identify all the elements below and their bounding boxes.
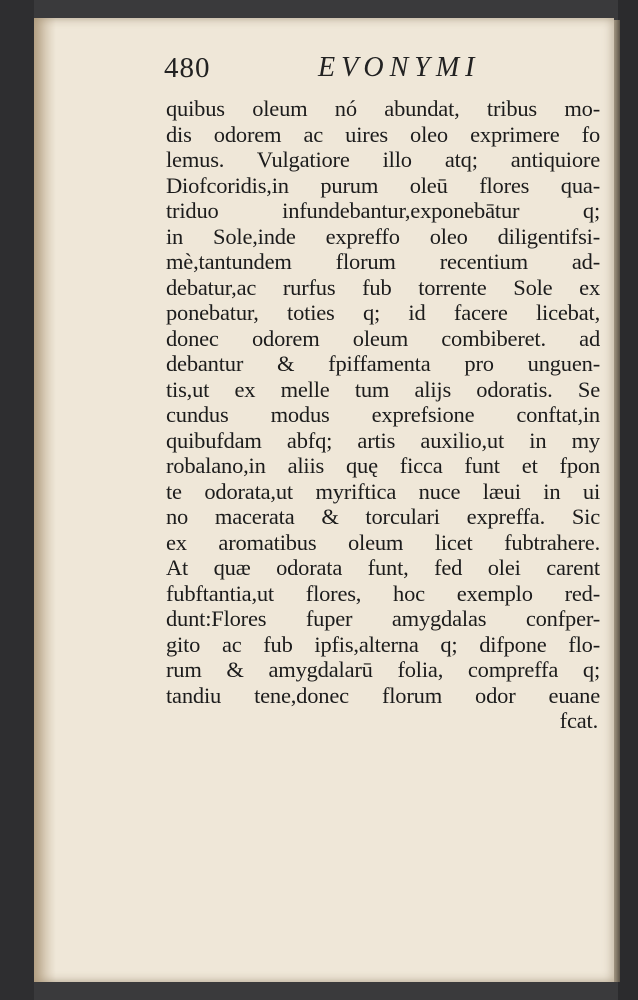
text-line: donec odorem oleum combiberet. ad [166, 325, 600, 351]
page-header [164, 52, 544, 88]
text-line: Diofcoridis,in purum oleū flores qua- [166, 172, 600, 198]
text-line: lemus. Vulgatiore illo atq; antiquiore [166, 147, 600, 172]
text-line: robalano,in aliis quę ficca funt et fpon [166, 453, 600, 478]
text-line: ponebatur, toties q; id facere licebat, [166, 300, 600, 325]
text-line: gito ac fub ipfis,alterna q; difpone flo- [166, 631, 600, 657]
text-line: cundus modus exprefsione conftat,in [166, 402, 600, 427]
gutter-shadow [34, 18, 56, 982]
text-line: mè,tantundem florum recentium ad- [166, 249, 600, 274]
running-head: EVONYMI [318, 52, 481, 83]
text-line: dis odorem ac uires oleo exprimere fo [166, 121, 600, 147]
text-line: fubftantia,ut flores, hoc exemplo red- [166, 580, 600, 606]
text-line: triduo infundebantur,exponebātur q; [166, 198, 600, 223]
text-line: rum & amygdalarū folia, compreffa q; [166, 657, 600, 682]
text-line: quibufdam abfq; artis auxilio,ut in my [166, 427, 600, 453]
text-line: te odorata,ut myriftica nuce læui in ui [166, 478, 600, 504]
text-line: in Sole,inde expreffo oleo diligentifsi- [166, 223, 600, 249]
text-line: dunt:Flores fuper amygdalas confper- [166, 606, 600, 631]
text-line: ex aromatibus oleum licet fubtrahere. [166, 529, 600, 555]
text-line: tandiu tene,donec florum odor euane [166, 682, 600, 708]
body-text [166, 96, 600, 734]
text-line: tis,ut ex melle tum alijs odoratis. Se [166, 376, 600, 402]
page-number: 480 [164, 52, 211, 84]
text-line: At quæ odorata funt, fed olei carent [166, 555, 600, 580]
text-line: quibus oleum nó abundat, tribus mo- [166, 96, 600, 121]
catchword: fcat. [559, 708, 598, 733]
text-line: debatur,ac rurfus fub torrente Sole ex [166, 274, 600, 300]
scan-backdrop-left [0, 0, 34, 1000]
text-line: no macerata & torculari expreffa. Sic [166, 504, 600, 529]
scan-backdrop-right [618, 0, 638, 1000]
text-line: debantur & fpiffamenta pro unguen- [166, 351, 600, 376]
